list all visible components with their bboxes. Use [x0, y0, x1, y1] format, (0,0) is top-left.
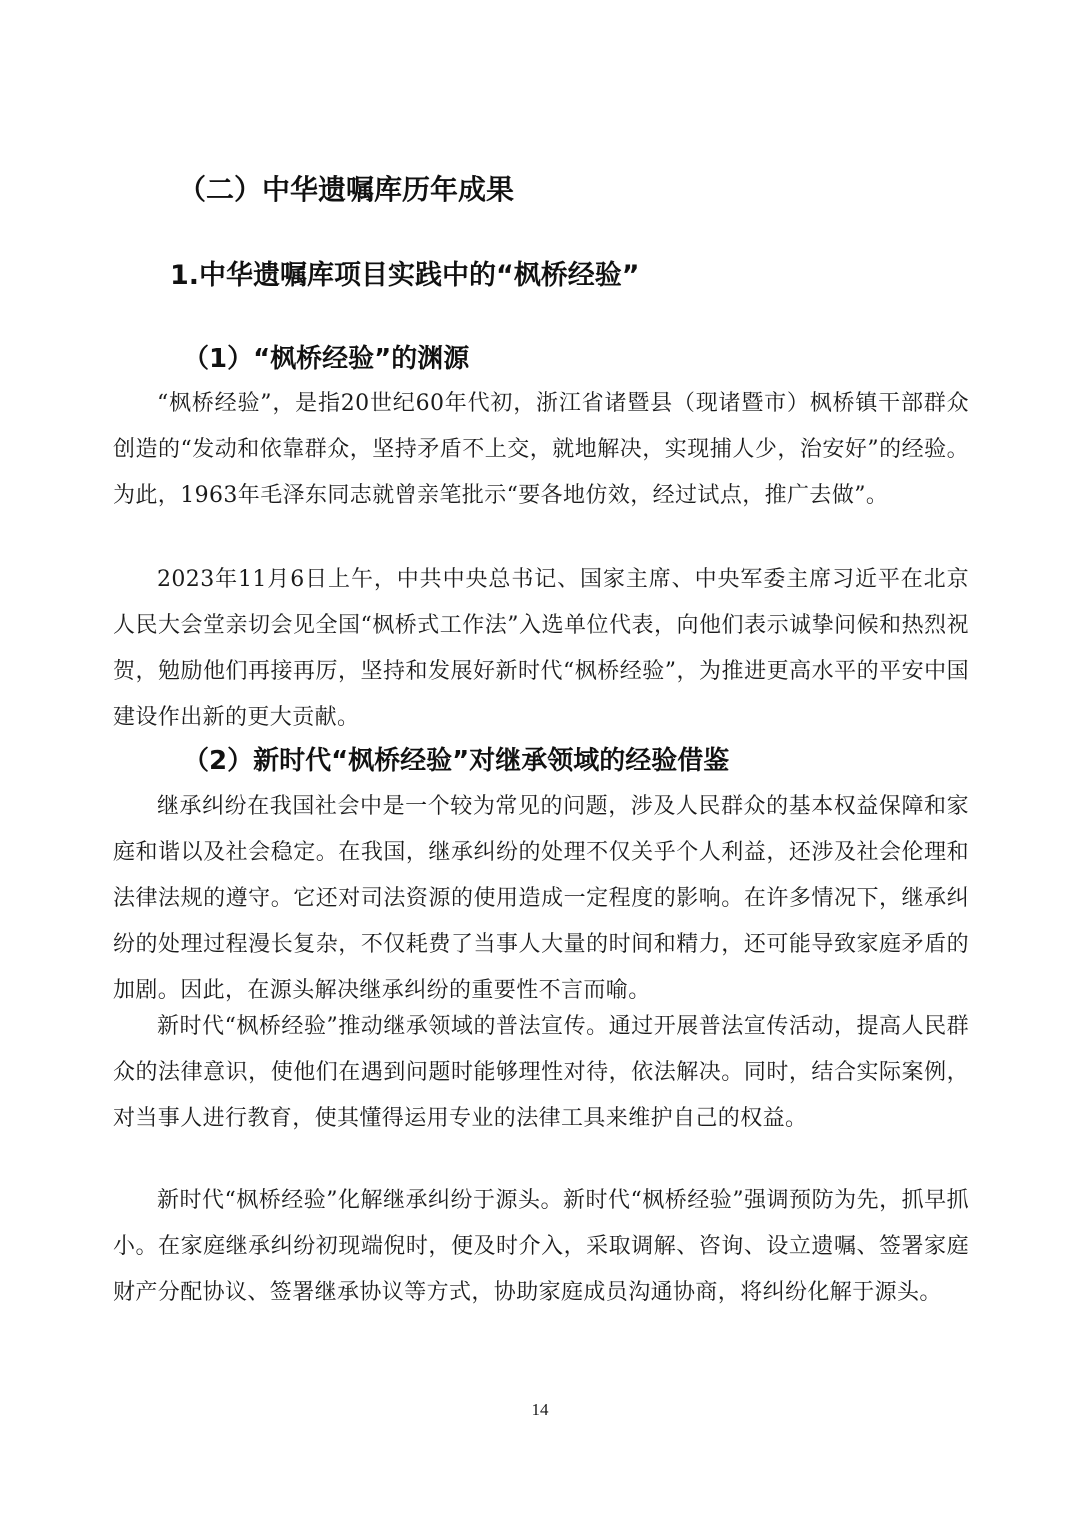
paragraph-origin-definition: “枫桥经验”，是指20世纪60年代初，浙江省诸暨县（现诸暨市）枫桥镇干部群众创造的“发动和依靠群众，坚持矛盾不上交，就地解决，实现捕人少，治安好”的经验。为此，1963年毛泽东同志就曾亲笔批示“要各地仿效，经过试点，推广去做”。: [113, 391, 969, 508]
sub-heading-inheritance-lessons: （2）新时代“枫桥经验”对继承领域的经验借鉴: [183, 746, 730, 776]
paragraph-legal-education: 新时代“枫桥经验”推动继承领域的普法宣传。通过开展普法宣传活动，提高人民群众的法律意识，使他们在遇到问题时能够理性对待，依法解决。同时，结合实际案例，对当事人进行教育，使其懂得运用专业的法律工具来维护自己的权益。: [113, 1014, 969, 1131]
subsection-heading: 1.中华遗嘱库项目实践中的“枫桥经验”: [170, 260, 640, 291]
sub-heading-origin: （1）“枫桥经验”的渊源: [183, 344, 470, 374]
paragraph-inheritance-disputes: 继承纠纷在我国社会中是一个较为常见的问题，涉及人民群众的基本权益保障和家庭和谐以及社会稳定。在我国，继承纠纷的处理不仅关乎个人利益，还涉及社会伦理和法律法规的遵守。它还对司法资源的使用造成一定程度的影响。在许多情况下，继承纠纷的处理过程漫长复杂，不仅耗费了当事人大量的时间和精力，还可能导致家庭矛盾的加剧。因此，在源头解决继承纠纷的重要性不言而喻。: [113, 794, 969, 1003]
section-heading: （二）中华遗嘱库历年成果: [178, 173, 515, 206]
paragraph-2023-meeting: 2023年11月6日上午，中共中央总书记、国家主席、中央军委主席习近平在北京人民大会堂亲切会见全国“枫桥式工作法”入选单位代表，向他们表示诚挚问候和热烈祝贺，勉励他们再接再厉，坚持和发展好新时代“枫桥经验”，为推进更高水平的平安中国建设作出新的更大贡献。: [113, 567, 969, 730]
paragraph-source-resolution: 新时代“枫桥经验”化解继承纠纷于源头。新时代“枫桥经验”强调预防为先，抓早抓小。在家庭继承纠纷初现端倪时，便及时介入，采取调解、咨询、设立遗嘱、签署家庭财产分配协议、签署继承协议等方式，协助家庭成员沟通协商，将纠纷化解于源头。: [113, 1188, 969, 1305]
page-number: 14: [531, 1400, 549, 1419]
